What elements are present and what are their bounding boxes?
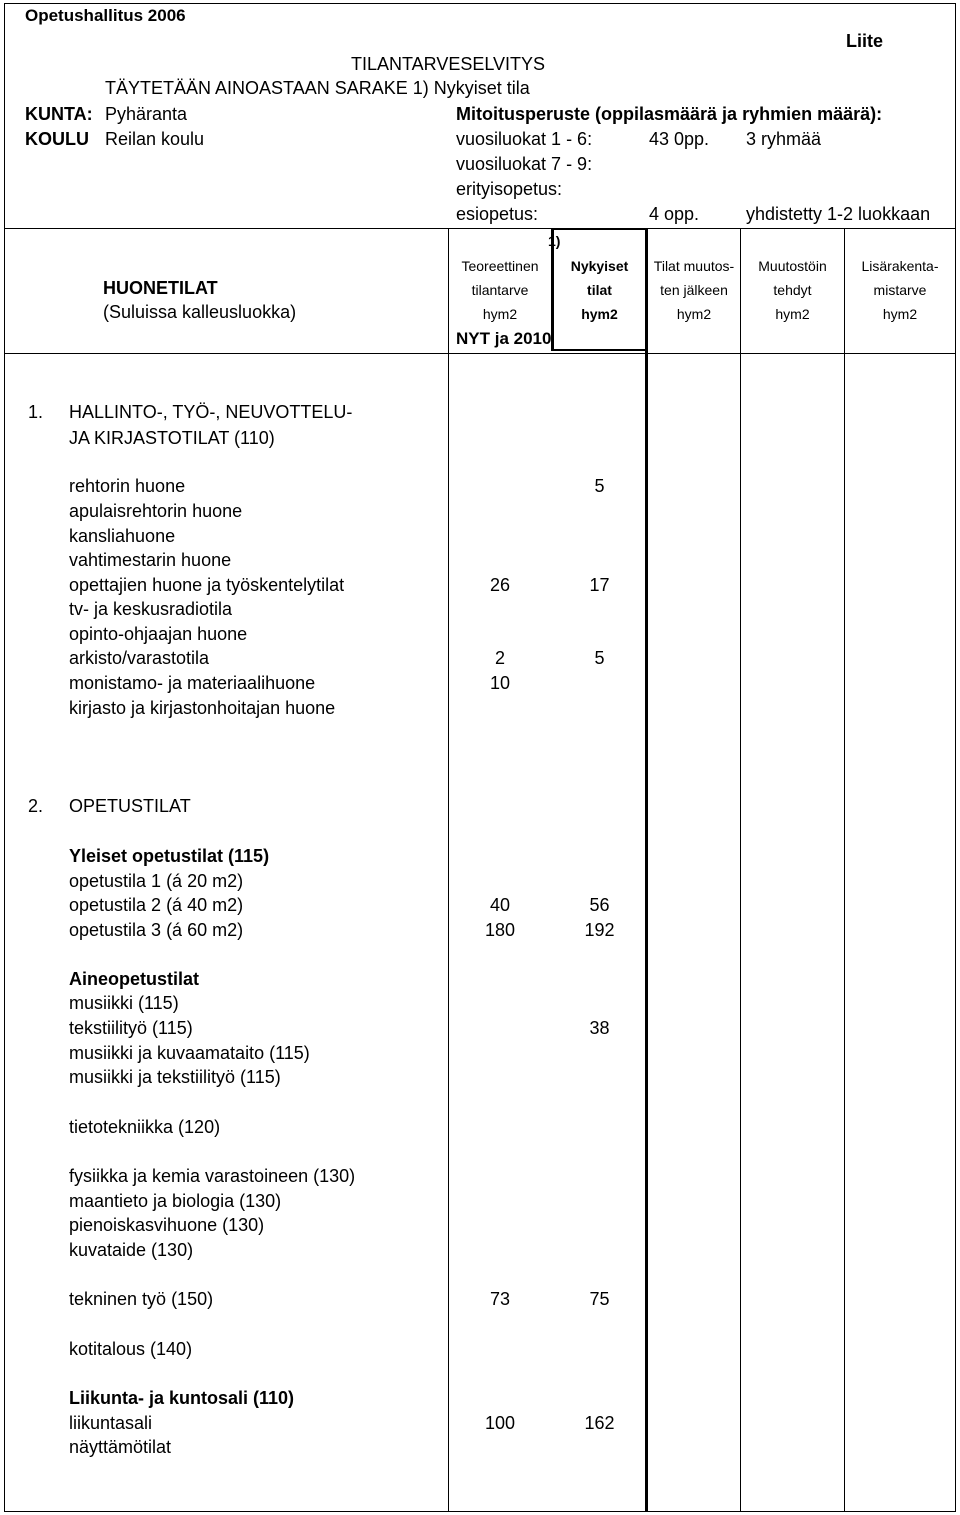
org-label: Opetushallitus 2006 (25, 6, 186, 25)
room-label: musiikki ja tekstiilityö (115) (69, 1067, 281, 1087)
section2-title: OPETUSTILAT (69, 796, 191, 816)
room-label: Aineopetustilat (69, 969, 200, 989)
current-space-value: 17 (589, 575, 610, 595)
theoretical-need-value: 180 (484, 920, 516, 940)
col1-header-unit: hym2 (482, 306, 518, 322)
document-title: TILANTARVESELVITYS (351, 54, 546, 74)
col2-header-line2: tilat (587, 282, 612, 298)
col1-header-line2: tilantarve (471, 282, 529, 298)
room-label: tietotekniikka (120) (69, 1117, 221, 1137)
theoretical-need-value: 2 (494, 648, 505, 668)
theoretical-need-value: 26 (489, 575, 511, 595)
mitoitus-label: vuosiluokat 1 - 6: (456, 129, 593, 149)
mitoitus-label: erityisopetus: (456, 179, 563, 199)
frame-bottom (4, 1511, 956, 1512)
room-label: Yleiset opetustilat (115) (69, 846, 270, 866)
theoretical-need-value: 10 (489, 673, 511, 693)
col4-header-line1: Muutostöin (758, 258, 827, 274)
table-top-border (4, 228, 956, 229)
room-label: näyttämötilat (69, 1437, 172, 1457)
rooms-column-title: HUONETILAT (103, 278, 218, 298)
col4-header-line2: tehdyt (773, 282, 812, 298)
col1-header-period: NYT ja 2010 (456, 329, 552, 348)
room-label: vahtimestarin huone (69, 550, 232, 570)
mitoitus-groups: 3 ryhmää (746, 129, 822, 149)
mitoitus-groups: yhdistetty 1-2 luokkaan (746, 204, 931, 224)
col2-header-line1: Nykyiset (570, 258, 629, 274)
col5-header-line2: mistarve (873, 282, 927, 298)
current-space-value: 162 (584, 1413, 615, 1433)
theoretical-need-value: 40 (489, 895, 511, 915)
mitoitus-count: 4 opp. (649, 204, 700, 224)
room-label: pienoiskasvihuone (130) (69, 1215, 265, 1235)
current-space-value: 5 (594, 648, 605, 668)
mitoitus-count: 43 0pp. (649, 129, 710, 149)
col3-header-line2: ten jälkeen (660, 282, 728, 298)
room-label: tv- ja keskusradiotila (69, 599, 233, 619)
room-label: kansliahuone (69, 526, 176, 546)
room-label: opetustila 2 (á 40 m2) (69, 895, 244, 915)
current-column-box-top (551, 228, 648, 230)
frame-right (955, 3, 956, 1512)
mitoitus-label: vuosiluokat 7 - 9: (456, 154, 593, 174)
col-divider-5 (844, 228, 845, 1512)
rooms-column-subtitle: (Suluissa kalleusluokka) (103, 302, 297, 322)
room-label: opinto-ohjaajan huone (69, 624, 248, 644)
section1-number: 1. (28, 402, 44, 422)
col1-header-line1: Teoreettinen (461, 258, 539, 274)
current-space-value: 5 (594, 476, 605, 496)
section1-title: JA KIRJASTOTILAT (110) (69, 428, 275, 448)
room-label: kuvataide (130) (69, 1240, 194, 1260)
mitoitus-label: esiopetus: (456, 204, 539, 224)
kunta-label: KUNTA: (25, 104, 93, 124)
current-space-value: 56 (589, 895, 610, 915)
theoretical-need-value: 73 (489, 1289, 511, 1309)
section1-title: HALLINTO-, TYÖ-, NEUVOTTELU- (69, 402, 353, 422)
frame-top (4, 3, 956, 4)
room-label: opetustila 3 (á 60 m2) (69, 920, 244, 940)
room-label: rehtorin huone (69, 476, 186, 496)
current-space-value: 75 (589, 1289, 610, 1309)
room-label: kirjasto ja kirjastonhoitajan huone (69, 698, 336, 718)
room-label: tekstiilityö (115) (69, 1018, 193, 1038)
current-column-marker: 1) (548, 233, 561, 249)
col-divider-1 (448, 228, 449, 1512)
room-label: Liikunta- ja kuntosali (110) (69, 1388, 295, 1408)
frame-left (4, 3, 5, 1512)
col3-header-unit: hym2 (676, 306, 712, 322)
current-space-value: 192 (584, 920, 615, 940)
room-label: opetustila 1 (á 20 m2) (69, 871, 244, 891)
room-label: liikuntasali (69, 1413, 153, 1433)
mitoitus-title: Mitoitusperuste (oppilasmäärä ja ryhmien määrä): (456, 104, 883, 124)
room-label: monistamo- ja materiaalihuone (69, 673, 316, 693)
room-label: kotitalous (140) (69, 1339, 193, 1359)
section2-number: 2. (28, 796, 44, 816)
col3-header-line1: Tilat muutos- (653, 258, 735, 274)
table-header-bottom-border (4, 353, 956, 354)
room-label: musiikki (115) (69, 993, 179, 1013)
koulu-label: KOULU (25, 129, 89, 149)
col-divider-4 (740, 228, 741, 1512)
kunta-value: Pyhäranta (105, 104, 188, 124)
col4-header-unit: hym2 (775, 306, 810, 322)
room-label: opettajien huone ja työskentelytilat (69, 575, 345, 595)
col2-header-unit: hym2 (581, 306, 618, 322)
room-label: arkisto/varastotila (69, 648, 210, 668)
col-divider-3 (645, 228, 648, 1512)
room-label: maantieto ja biologia (130) (69, 1191, 282, 1211)
koulu-value: Reilan koulu (105, 129, 205, 149)
room-label: tekninen työ (150) (69, 1289, 214, 1309)
room-label: musiikki ja kuvaamataito (115) (69, 1043, 310, 1063)
room-label: fysiikka ja kemia varastoineen (130) (69, 1166, 356, 1186)
theoretical-need-value: 100 (484, 1413, 516, 1433)
current-column-box-bottom (551, 349, 648, 351)
document-subtitle: TÄYTETÄÄN AINOASTAAN SARAKE 1) Nykyiset tila (105, 78, 530, 98)
col5-header-line1: Lisärakenta- (861, 258, 939, 274)
col5-header-unit: hym2 (882, 306, 918, 322)
appendix-label: Liite (846, 31, 884, 51)
room-label: apulaisrehtorin huone (69, 501, 243, 521)
current-space-value: 38 (589, 1018, 610, 1038)
